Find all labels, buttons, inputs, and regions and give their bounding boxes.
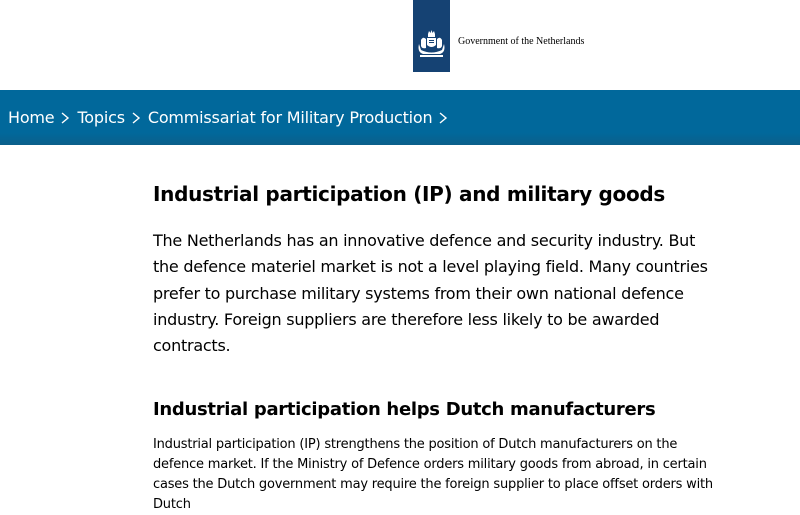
section-heading: Industrial participation helps Dutch manufacturers <box>153 399 656 421</box>
intro-paragraph: The Netherlands has an innovative defence and security industry. But the defence materiel market is not a level playing field. Many countries prefer to purchase military systems from their own national defence industry. Foreign suppliers are therefore less likely to be awarded contracts. <box>153 231 708 356</box>
breadcrumb-home-link[interactable]: Home <box>8 108 55 127</box>
chevron-right-icon <box>130 111 142 125</box>
site-header <box>0 0 800 90</box>
logo-text[interactable]: Government of the Netherlands <box>458 36 585 47</box>
article-content <box>153 178 723 515</box>
breadcrumb-topics-link[interactable]: Topics <box>77 108 125 127</box>
royal-coat-of-arms-icon <box>413 0 450 72</box>
breadcrumb-commissariat-link[interactable]: Commissariat for Military Production <box>147 108 433 127</box>
page-title: Industrial participation (IP) and military goods <box>153 182 666 206</box>
government-logo[interactable] <box>413 0 450 72</box>
breadcrumb <box>0 90 800 145</box>
section-paragraph: Industrial participation (IP) strengthens the position of Dutch manufacturers on the defence market. If the Ministry of Defence orders military goods from abroad, in certain cases the Dutch government may require the foreign supplier to place offset orders with Dutch <box>153 437 713 513</box>
chevron-right-icon <box>437 111 449 125</box>
chevron-right-icon <box>59 111 71 125</box>
